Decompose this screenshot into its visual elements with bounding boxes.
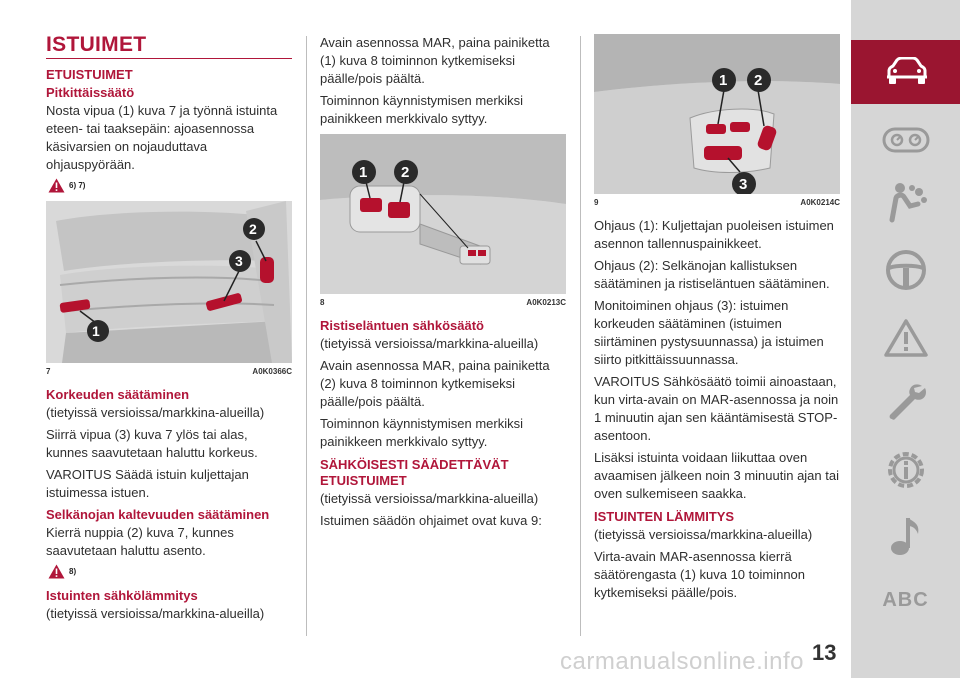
car-icon (883, 57, 929, 87)
tab-driving[interactable] (851, 238, 960, 302)
paragraph-lammitys-1: (tietyissä versioissa/markkina-alueilla) (594, 527, 813, 542)
callout-label-2: 2 (754, 72, 763, 89)
figure-8-caption (320, 298, 566, 307)
warning-triangle-icon (48, 178, 65, 193)
paragraph-selkanoja: Kierrä nuppia (2) kuva 7, kunnes saavutetaan haluttu asento. (46, 525, 234, 558)
paragraph-lammitys: (tietyissä versioissa/markkina-alueilla) (46, 606, 265, 621)
subheading-ristiselan: Ristiseläntuen sähkösäätö (320, 318, 484, 333)
column-divider (580, 36, 581, 636)
power-seat-illustration (594, 34, 840, 194)
figure-number: 7 (46, 367, 51, 376)
figure-number: 9 (594, 198, 599, 207)
subheading-pitkittaissaato: Pitkittäissäätö (46, 85, 135, 100)
music-note-icon (886, 514, 926, 558)
paragraph-sahko-2: Istuimen säädön ohjaimet ovat kuva 9: (320, 513, 542, 528)
warning-ref-text: 6) 7) (69, 181, 86, 190)
tab-warnings[interactable] (851, 306, 960, 370)
paragraph-warning: VAROITUS Sähkösäätö toimii ainoastaan, kun virta-avain on MAR-asennossa ja noin 1 minuutin ajan sen kääntämisestä STOP-asentoon. (594, 374, 839, 443)
paragraph-control-3: Monitoiminen ohjaus (3): istuimen korkeuden säätäminen (istuimen siirtäminen pystysuunnassa) ja istuimen siirto pitkittäissuunnassa. (594, 298, 824, 367)
subheading-lammitys: Istuinten sähkölämmitys (46, 588, 198, 603)
paragraph-button-1: Avain asennossa MAR, paina painiketta (1) kuva 8 toiminnon kytkemiseksi päälle/pois päältä. (320, 35, 550, 86)
steering-wheel-icon (884, 248, 928, 292)
callout-label-1: 1 (92, 323, 100, 339)
tab-index[interactable] (851, 568, 960, 632)
warning-reference-8 (48, 564, 292, 579)
paragraph-korkeus-2: Siirrä vipua (3) kuva 7 ylös tai alas, kunnes saavutetaan haluttu korkeus. (46, 427, 258, 460)
dashboard-gauges-icon (882, 126, 930, 154)
figure-code: A0K0213C (526, 298, 566, 307)
column-divider (306, 36, 307, 636)
paragraph-ristiselan-2: Avain asennossa MAR, paina painiketta (2) kuva 8 toiminnon kytkemiseksi päälle/pois päältä. (320, 358, 550, 409)
paragraph-lammitys-2: Virta-avain MAR-asennossa kierrä säätörengasta (1) kuva 10 toiminnon kytkemiseksi päälle/pois. (594, 549, 806, 600)
column-middle (320, 34, 566, 534)
callout-label-1: 1 (719, 72, 728, 89)
airbag-person-icon (884, 180, 928, 224)
paragraph-korkeus-3: VAROITUS Säädä istuin kuljettajan istuimessa istuen. (46, 467, 249, 500)
heading-rule (46, 58, 292, 59)
column-right (594, 34, 840, 606)
paragraph-ristiselan-3: Toiminnon käynnistymisen merkiksi painikkeen merkkivalo syttyy. (320, 416, 524, 449)
callout-label-1: 1 (359, 164, 368, 181)
paragraph-control-1: Ohjaus (1): Kuljettajan puoleisen istuimen asennon tallennuspainikkeet. (594, 218, 834, 251)
callout-label-2: 2 (249, 221, 257, 237)
figure-9-caption (594, 198, 840, 207)
paragraph-ristiselan-1: (tietyissä versioissa/markkina-alueilla) (320, 336, 539, 351)
wrench-icon (884, 380, 928, 424)
warning-reference-6-7 (48, 178, 292, 193)
figure-code: A0K0366C (252, 367, 292, 376)
tab-technical[interactable] (851, 438, 960, 502)
figure-number: 8 (320, 298, 325, 307)
tab-dashboard[interactable] (851, 108, 960, 172)
paragraph-door: Lisäksi istuinta voidaan liikuttaa oven avaamisen jälkeen noin 3 minuutin ajan tai oven sulkemiseen saakka. (594, 450, 839, 501)
figure-code: A0K0214C (800, 198, 840, 207)
figure-7-caption (46, 367, 292, 376)
figure-7-seat-side-controls (46, 201, 292, 363)
callout-label-2: 2 (401, 164, 410, 181)
paragraph-korkeus-1: (tietyissä versioissa/markkina-alueilla) (46, 405, 265, 420)
figure-9-power-seat-controls (594, 34, 840, 194)
tab-multimedia[interactable] (851, 504, 960, 568)
warning-triangle-icon (884, 318, 928, 358)
page-number: 13 (812, 640, 837, 665)
watermark: carmanualsonline.info (560, 648, 804, 675)
section-heading-etuistuimet: ETUISTUIMET (46, 67, 133, 82)
paragraph-pitkittaissaato: Nosta vipua (1) kuva 7 ja työnnä istuinta eteen- tai taaksepäin: ajoasennossa käsivarsien on nojauduttava ohjauspyörään. (46, 103, 278, 172)
tab-maintenance[interactable] (851, 370, 960, 434)
paragraph-indicator: Toiminnon käynnistymisen merkiksi painikkeen merkkivalo syttyy. (320, 93, 524, 126)
tab-car[interactable] (851, 40, 960, 104)
callout-label-3: 3 (739, 176, 748, 193)
callout-label-3: 3 (235, 253, 243, 269)
subheading-selkanoja: Selkänojan kaltevuuden säätäminen (46, 507, 270, 522)
figure-8-lumbar-buttons (320, 134, 566, 294)
section-heading-sahko: SÄHKÖISESTI SÄÄDETTÄVÄT ETUISTUIMET (320, 457, 509, 488)
tab-safety[interactable] (851, 170, 960, 234)
column-left (46, 34, 292, 627)
warning-ref-text: 8) (69, 567, 77, 576)
subheading-korkeus: Korkeuden säätäminen (46, 387, 190, 402)
warning-triangle-icon (48, 564, 65, 579)
service-gear-icon (884, 448, 928, 492)
paragraph-control-2: Ohjaus (2): Selkänojan kallistuksen säätäminen ja ristiseläntuen säätäminen. (594, 258, 830, 291)
chapter-sidebar (851, 0, 960, 678)
paragraph-sahko-1: (tietyissä versioissa/markkina-alueilla) (320, 491, 539, 506)
page-main-heading: ISTUIMET (46, 33, 147, 56)
lumbar-button-illustration (320, 134, 566, 294)
section-heading-lammitys: ISTUINTEN LÄMMITYS (594, 509, 735, 524)
index-abc-label: ABC (882, 588, 929, 611)
